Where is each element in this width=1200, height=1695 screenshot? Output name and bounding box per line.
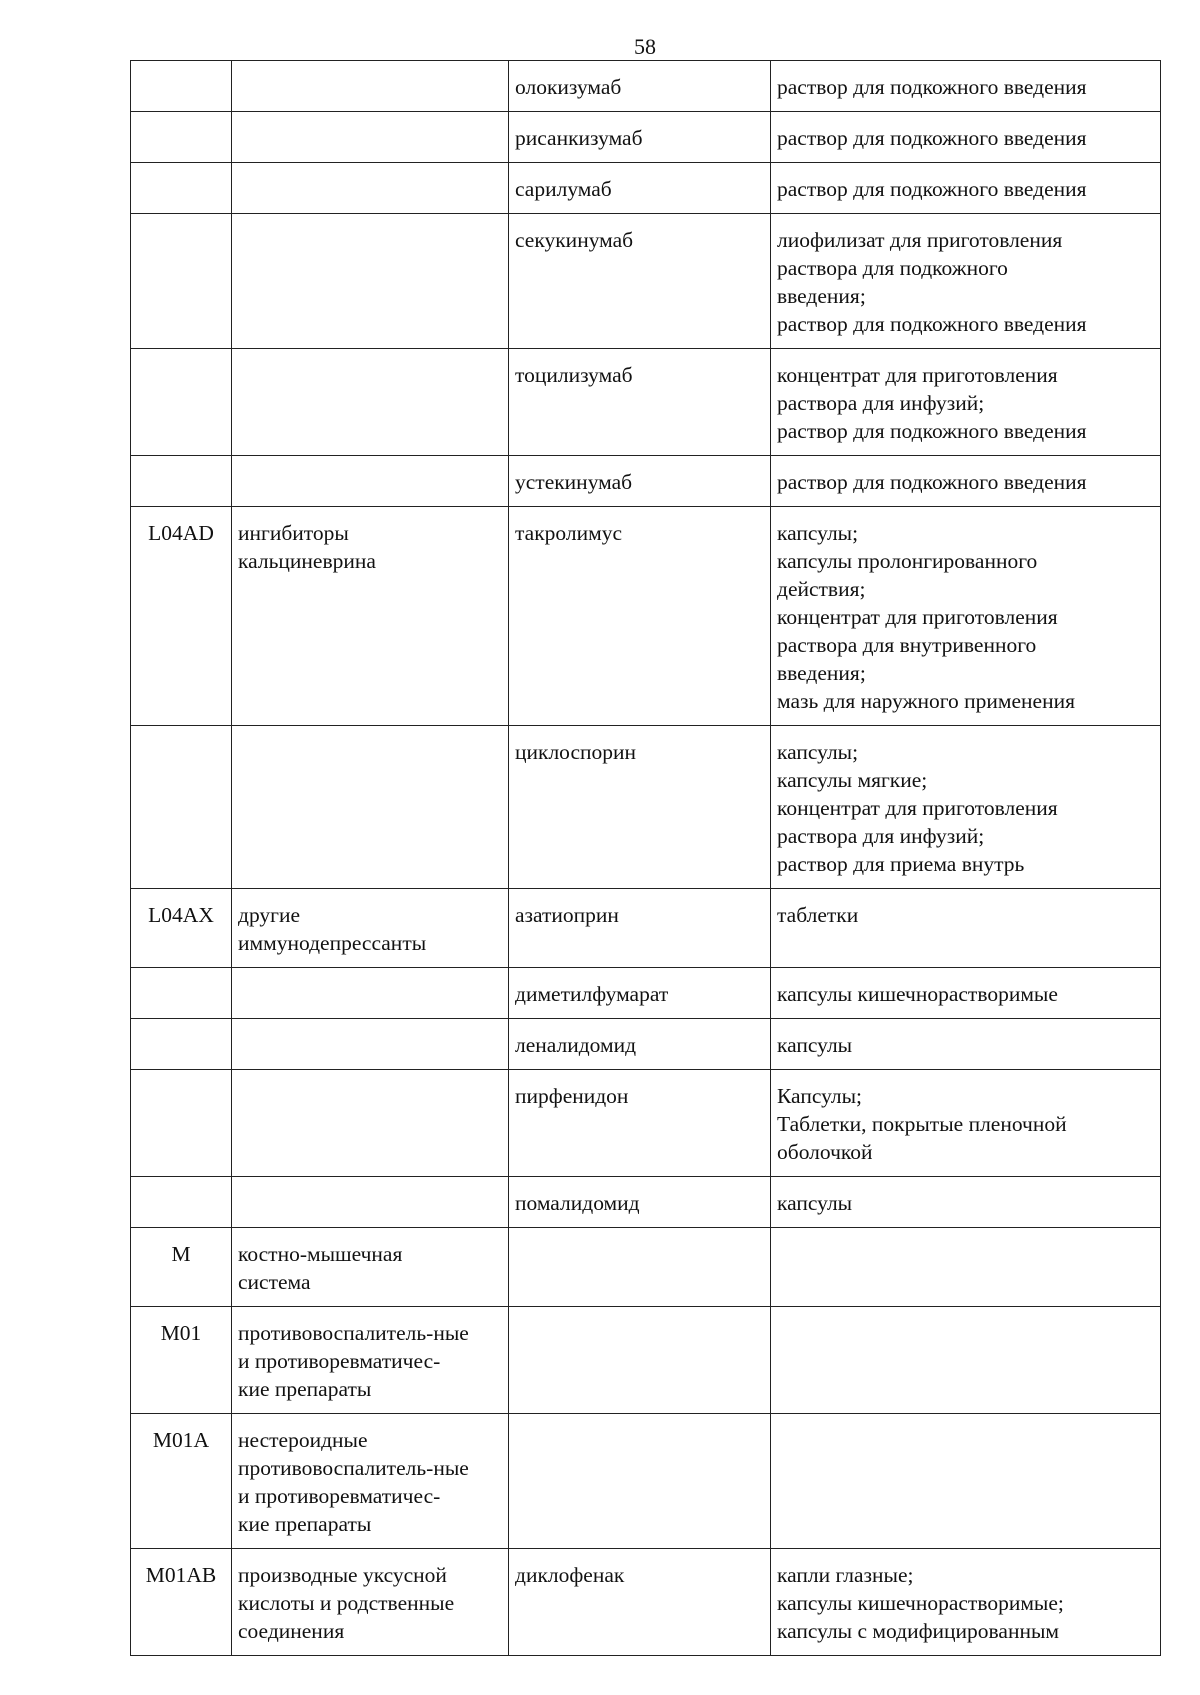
atc-code-cell: L04AD [131, 507, 232, 726]
dosage-form-cell [771, 1070, 1161, 1177]
drug-name-cell: леналидомид [509, 1019, 771, 1070]
dosage-form-line: концентрат для приготовления [777, 363, 1058, 387]
dosage-form-line: раствора для внутривенного [777, 633, 1037, 657]
group-cell [232, 726, 509, 889]
dosage-form-cell [771, 349, 1161, 456]
atc-code-cell [131, 214, 232, 349]
group-cell [232, 163, 509, 214]
dosage-form-line: раствор для подкожного введения [777, 312, 1087, 336]
dosage-form-line: капсулы с модифицированным [777, 1619, 1060, 1643]
atc-code-cell: M [131, 1228, 232, 1307]
drug-name-cell: диклофенак [509, 1549, 771, 1656]
dosage-form-line: раствора для подкожного [777, 256, 1008, 280]
drug-name-cell: такролимус [509, 507, 771, 726]
table-row [131, 1070, 1161, 1177]
drug-name-cell [509, 1228, 771, 1307]
group-line: и противоревматичес- [238, 1349, 441, 1373]
group-cell [232, 1177, 509, 1228]
table-row [131, 889, 1161, 968]
dosage-form-line: капсулы кишечнорастворимые; [777, 1591, 1064, 1615]
dosage-form-line: капли глазные; [777, 1563, 914, 1587]
drug-name-cell: рисанкизумаб [509, 112, 771, 163]
table-row [131, 726, 1161, 889]
group-cell [232, 1070, 509, 1177]
dosage-form-line: раствор для приема внутрь [777, 852, 1025, 876]
dosage-form-cell [771, 507, 1161, 726]
dosage-form-cell [771, 968, 1161, 1019]
group-line: ингибиторы [238, 521, 349, 545]
table-row [131, 1307, 1161, 1414]
group-line: другие [238, 903, 301, 927]
atc-code-cell: M01A [131, 1414, 232, 1549]
atc-code-cell [131, 968, 232, 1019]
table-row [131, 349, 1161, 456]
dosage-form-cell [771, 163, 1161, 214]
dosage-form-line: раствор для подкожного введения [777, 470, 1087, 494]
dosage-form-line: капсулы пролонгированного [777, 549, 1038, 573]
group-cell [232, 61, 509, 112]
table-body [131, 61, 1161, 1656]
dosage-form-cell [771, 1307, 1161, 1414]
dosage-form-cell [771, 889, 1161, 968]
group-cell [232, 507, 509, 726]
table-row [131, 1228, 1161, 1307]
dosage-form-line: таблетки [777, 903, 859, 927]
dosage-form-line: концентрат для приготовления [777, 605, 1058, 629]
dosage-form-line: мазь для наружного применения [777, 689, 1075, 713]
drug-name-cell: секукинумаб [509, 214, 771, 349]
drug-name-cell: диметилфумарат [509, 968, 771, 1019]
dosage-form-line: Таблетки, покрытые пленочной [777, 1112, 1067, 1136]
dosage-form-line: капсулы [777, 1191, 853, 1215]
dosage-form-line: раствор для подкожного введения [777, 75, 1087, 99]
dosage-form-cell [771, 1549, 1161, 1656]
drug-name-cell: сарилумаб [509, 163, 771, 214]
dosage-form-line: лиофилизат для приготовления [777, 228, 1063, 252]
group-cell [232, 889, 509, 968]
dosage-form-line: Капсулы; [777, 1084, 863, 1108]
group-cell [232, 1307, 509, 1414]
dosage-form-cell [771, 1177, 1161, 1228]
page-number: 58 [634, 34, 656, 59]
group-cell [232, 1549, 509, 1656]
dosage-form-cell [771, 456, 1161, 507]
drug-name-cell: пирфенидон [509, 1070, 771, 1177]
group-cell [232, 349, 509, 456]
group-line: кие препараты [238, 1512, 372, 1536]
group-line: костно-мышечная [238, 1242, 403, 1266]
dosage-form-cell [771, 1019, 1161, 1070]
table-row [131, 507, 1161, 726]
dosage-form-line: действия; [777, 577, 866, 601]
group-cell [232, 214, 509, 349]
dosage-form-line: капсулы кишечнорастворимые [777, 982, 1058, 1006]
drug-name-cell: устекинумаб [509, 456, 771, 507]
dosage-form-line: раствор для подкожного введения [777, 177, 1087, 201]
atc-code-cell [131, 726, 232, 889]
group-line: иммунодепрессанты [238, 931, 427, 955]
table-row [131, 1414, 1161, 1549]
atc-code-cell [131, 456, 232, 507]
drug-name-cell: помалидомид [509, 1177, 771, 1228]
table-row [131, 214, 1161, 349]
dosage-form-line: капсулы; [777, 521, 859, 545]
drug-name-cell: азатиоприн [509, 889, 771, 968]
atc-code-cell: M01AB [131, 1549, 232, 1656]
group-cell [232, 968, 509, 1019]
group-line: кие препараты [238, 1377, 372, 1401]
group-cell [232, 1228, 509, 1307]
atc-code-cell [131, 1019, 232, 1070]
dosage-form-cell [771, 726, 1161, 889]
table-row [131, 1177, 1161, 1228]
dosage-form-cell [771, 112, 1161, 163]
group-line: система [238, 1270, 311, 1294]
group-line: кальциневрина [238, 549, 376, 573]
table-row [131, 112, 1161, 163]
dosage-form-line: раствор для подкожного введения [777, 126, 1087, 150]
atc-code-cell [131, 349, 232, 456]
group-line: противовоспалитель-ные [238, 1456, 469, 1480]
table-row [131, 968, 1161, 1019]
dosage-form-line: капсулы мягкие; [777, 768, 928, 792]
group-line: противовоспалитель-ные [238, 1321, 469, 1345]
drug-table [130, 60, 1161, 1656]
group-cell [232, 112, 509, 163]
table-row [131, 1019, 1161, 1070]
group-cell [232, 1019, 509, 1070]
group-line: кислоты и родственные [238, 1591, 455, 1615]
atc-code-cell: L04AX [131, 889, 232, 968]
atc-code-cell [131, 61, 232, 112]
group-cell [232, 1414, 509, 1549]
dosage-form-cell [771, 1228, 1161, 1307]
table-row [131, 1549, 1161, 1656]
group-line: соединения [238, 1619, 345, 1643]
table-row [131, 61, 1161, 112]
dosage-form-line: введения; [777, 661, 866, 685]
group-line: производные уксусной [238, 1563, 447, 1587]
dosage-form-cell [771, 61, 1161, 112]
drug-name-cell: олокизумаб [509, 61, 771, 112]
dosage-form-line: раствора для инфузий; [777, 824, 985, 848]
group-line: и противоревматичес- [238, 1484, 441, 1508]
dosage-form-line: капсулы; [777, 740, 859, 764]
dosage-form-line: раствора для инфузий; [777, 391, 985, 415]
dosage-form-line: оболочкой [777, 1140, 873, 1164]
drug-name-cell: тоцилизумаб [509, 349, 771, 456]
group-line: нестероидные [238, 1428, 368, 1452]
drug-name-cell: циклоспорин [509, 726, 771, 889]
drug-name-cell [509, 1414, 771, 1549]
group-cell [232, 456, 509, 507]
dosage-form-cell [771, 1414, 1161, 1549]
atc-code-cell [131, 1177, 232, 1228]
dosage-form-cell [771, 214, 1161, 349]
atc-code-cell: M01 [131, 1307, 232, 1414]
dosage-form-line: введения; [777, 284, 866, 308]
table-row [131, 456, 1161, 507]
drug-name-cell [509, 1307, 771, 1414]
table-row [131, 163, 1161, 214]
dosage-form-line: капсулы [777, 1033, 853, 1057]
atc-code-cell [131, 163, 232, 214]
dosage-form-line: раствор для подкожного введения [777, 419, 1087, 443]
dosage-form-line: концентрат для приготовления [777, 796, 1058, 820]
atc-code-cell [131, 112, 232, 163]
atc-code-cell [131, 1070, 232, 1177]
